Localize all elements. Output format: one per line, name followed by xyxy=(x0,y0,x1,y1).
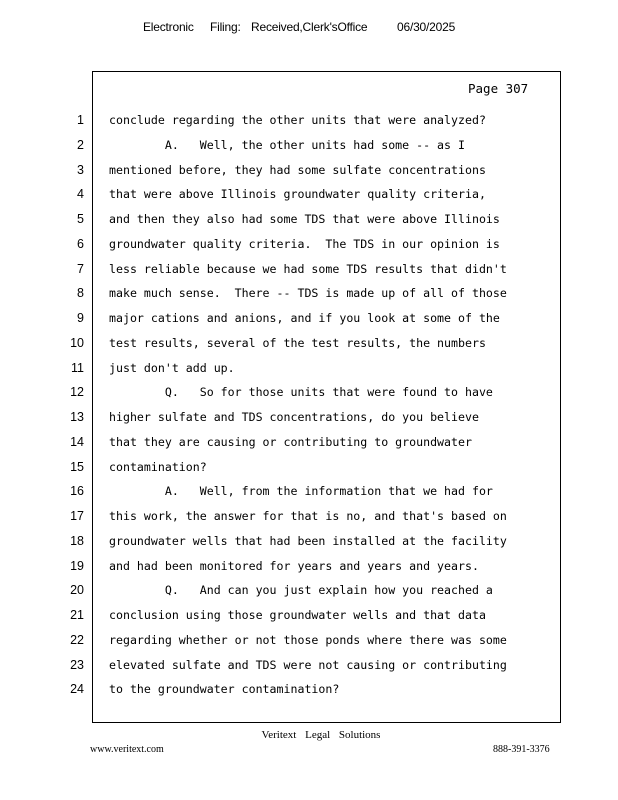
transcript-line: conclusion using those groundwater wells and that data xyxy=(109,608,486,622)
footer-company: Veritext Legal Solutions xyxy=(261,729,381,741)
transcript-line: mentioned before, they had some sulfate concentrations xyxy=(109,162,486,177)
transcript-line: A. Well, from the information that we had for xyxy=(109,484,493,499)
transcript-line: higher sulfate and TDS concentrations, do you believe xyxy=(109,410,479,424)
line-number: 22 xyxy=(70,632,84,647)
line-number: 3 xyxy=(77,162,84,177)
transcript-line: that were above Illinois groundwater quality criteria, xyxy=(109,187,486,202)
filing-label: Electronic xyxy=(143,20,194,34)
line-number: 18 xyxy=(70,533,84,548)
filing-date: 06/30/2025 xyxy=(397,20,456,34)
page-number: Page 307 xyxy=(468,81,529,96)
transcript-line: groundwater quality criteria. The TDS in our opinion is xyxy=(109,236,500,251)
transcript-line: conclude regarding the other units that were analyzed? xyxy=(109,113,486,127)
transcript-line: less reliable because we had some TDS results that didn't xyxy=(109,261,507,276)
transcript-line: regarding whether or not those ponds where there was some xyxy=(109,632,507,647)
transcript-line: A. Well, the other units had some -- as I xyxy=(109,137,465,152)
transcript-line: elevated sulfate and TDS were not causing or contributing xyxy=(109,657,507,672)
transcript-line: make much sense. There -- TDS is made up of all of those xyxy=(109,286,507,301)
line-number: 14 xyxy=(70,434,84,449)
footer-phone: 888-391-3376 xyxy=(493,744,550,755)
transcript-line: just don't add up. xyxy=(109,360,235,375)
line-number: 17 xyxy=(70,509,84,523)
line-number: 1 xyxy=(77,113,84,127)
line-number: 13 xyxy=(70,410,84,424)
transcript-line: this work, the answer for that is no, and that's based on xyxy=(109,509,507,523)
line-number: 6 xyxy=(77,236,84,251)
transcript-line: to the groundwater contamination? xyxy=(109,682,340,697)
line-number: 20 xyxy=(70,583,84,598)
transcript-line: that they are causing or contributing to groundwater xyxy=(109,434,472,449)
transcript-body xyxy=(109,110,555,704)
transcript-line: test results, several of the test results, the numbers xyxy=(109,335,486,350)
transcript-line: major cations and anions, and if you look at some of the xyxy=(109,311,500,325)
line-number: 4 xyxy=(77,187,84,202)
transcript-line: and then they also had some TDS that were above Illinois xyxy=(109,212,500,226)
line-number: 16 xyxy=(70,484,84,499)
line-number: 23 xyxy=(70,657,84,672)
line-number: 24 xyxy=(70,682,84,697)
line-number: 2 xyxy=(77,137,84,152)
transcript-line: contamination? xyxy=(109,459,207,474)
line-number: 5 xyxy=(77,212,84,226)
line-number: 19 xyxy=(70,558,84,573)
line-number: 15 xyxy=(70,459,84,474)
line-number: 12 xyxy=(70,385,84,400)
filing-filing: Filing: xyxy=(210,20,241,34)
line-number: 10 xyxy=(70,335,84,350)
transcript-line: groundwater wells that had been installed at the facility xyxy=(109,533,507,548)
line-number: 7 xyxy=(77,261,84,276)
footer-website: www.veritext.com xyxy=(90,744,164,755)
line-number: 11 xyxy=(71,360,84,375)
line-number: 21 xyxy=(70,608,84,622)
line-number-column xyxy=(62,110,84,704)
filing-received: Received,Clerk'sOffice xyxy=(251,20,368,34)
line-number: 9 xyxy=(77,311,84,325)
transcript-line: Q. And can you just explain how you reached a xyxy=(109,583,493,598)
line-number: 8 xyxy=(77,286,84,301)
transcript-line: and had been monitored for years and years and years. xyxy=(109,558,479,573)
transcript-line: Q. So for those units that were found to have xyxy=(109,385,493,400)
